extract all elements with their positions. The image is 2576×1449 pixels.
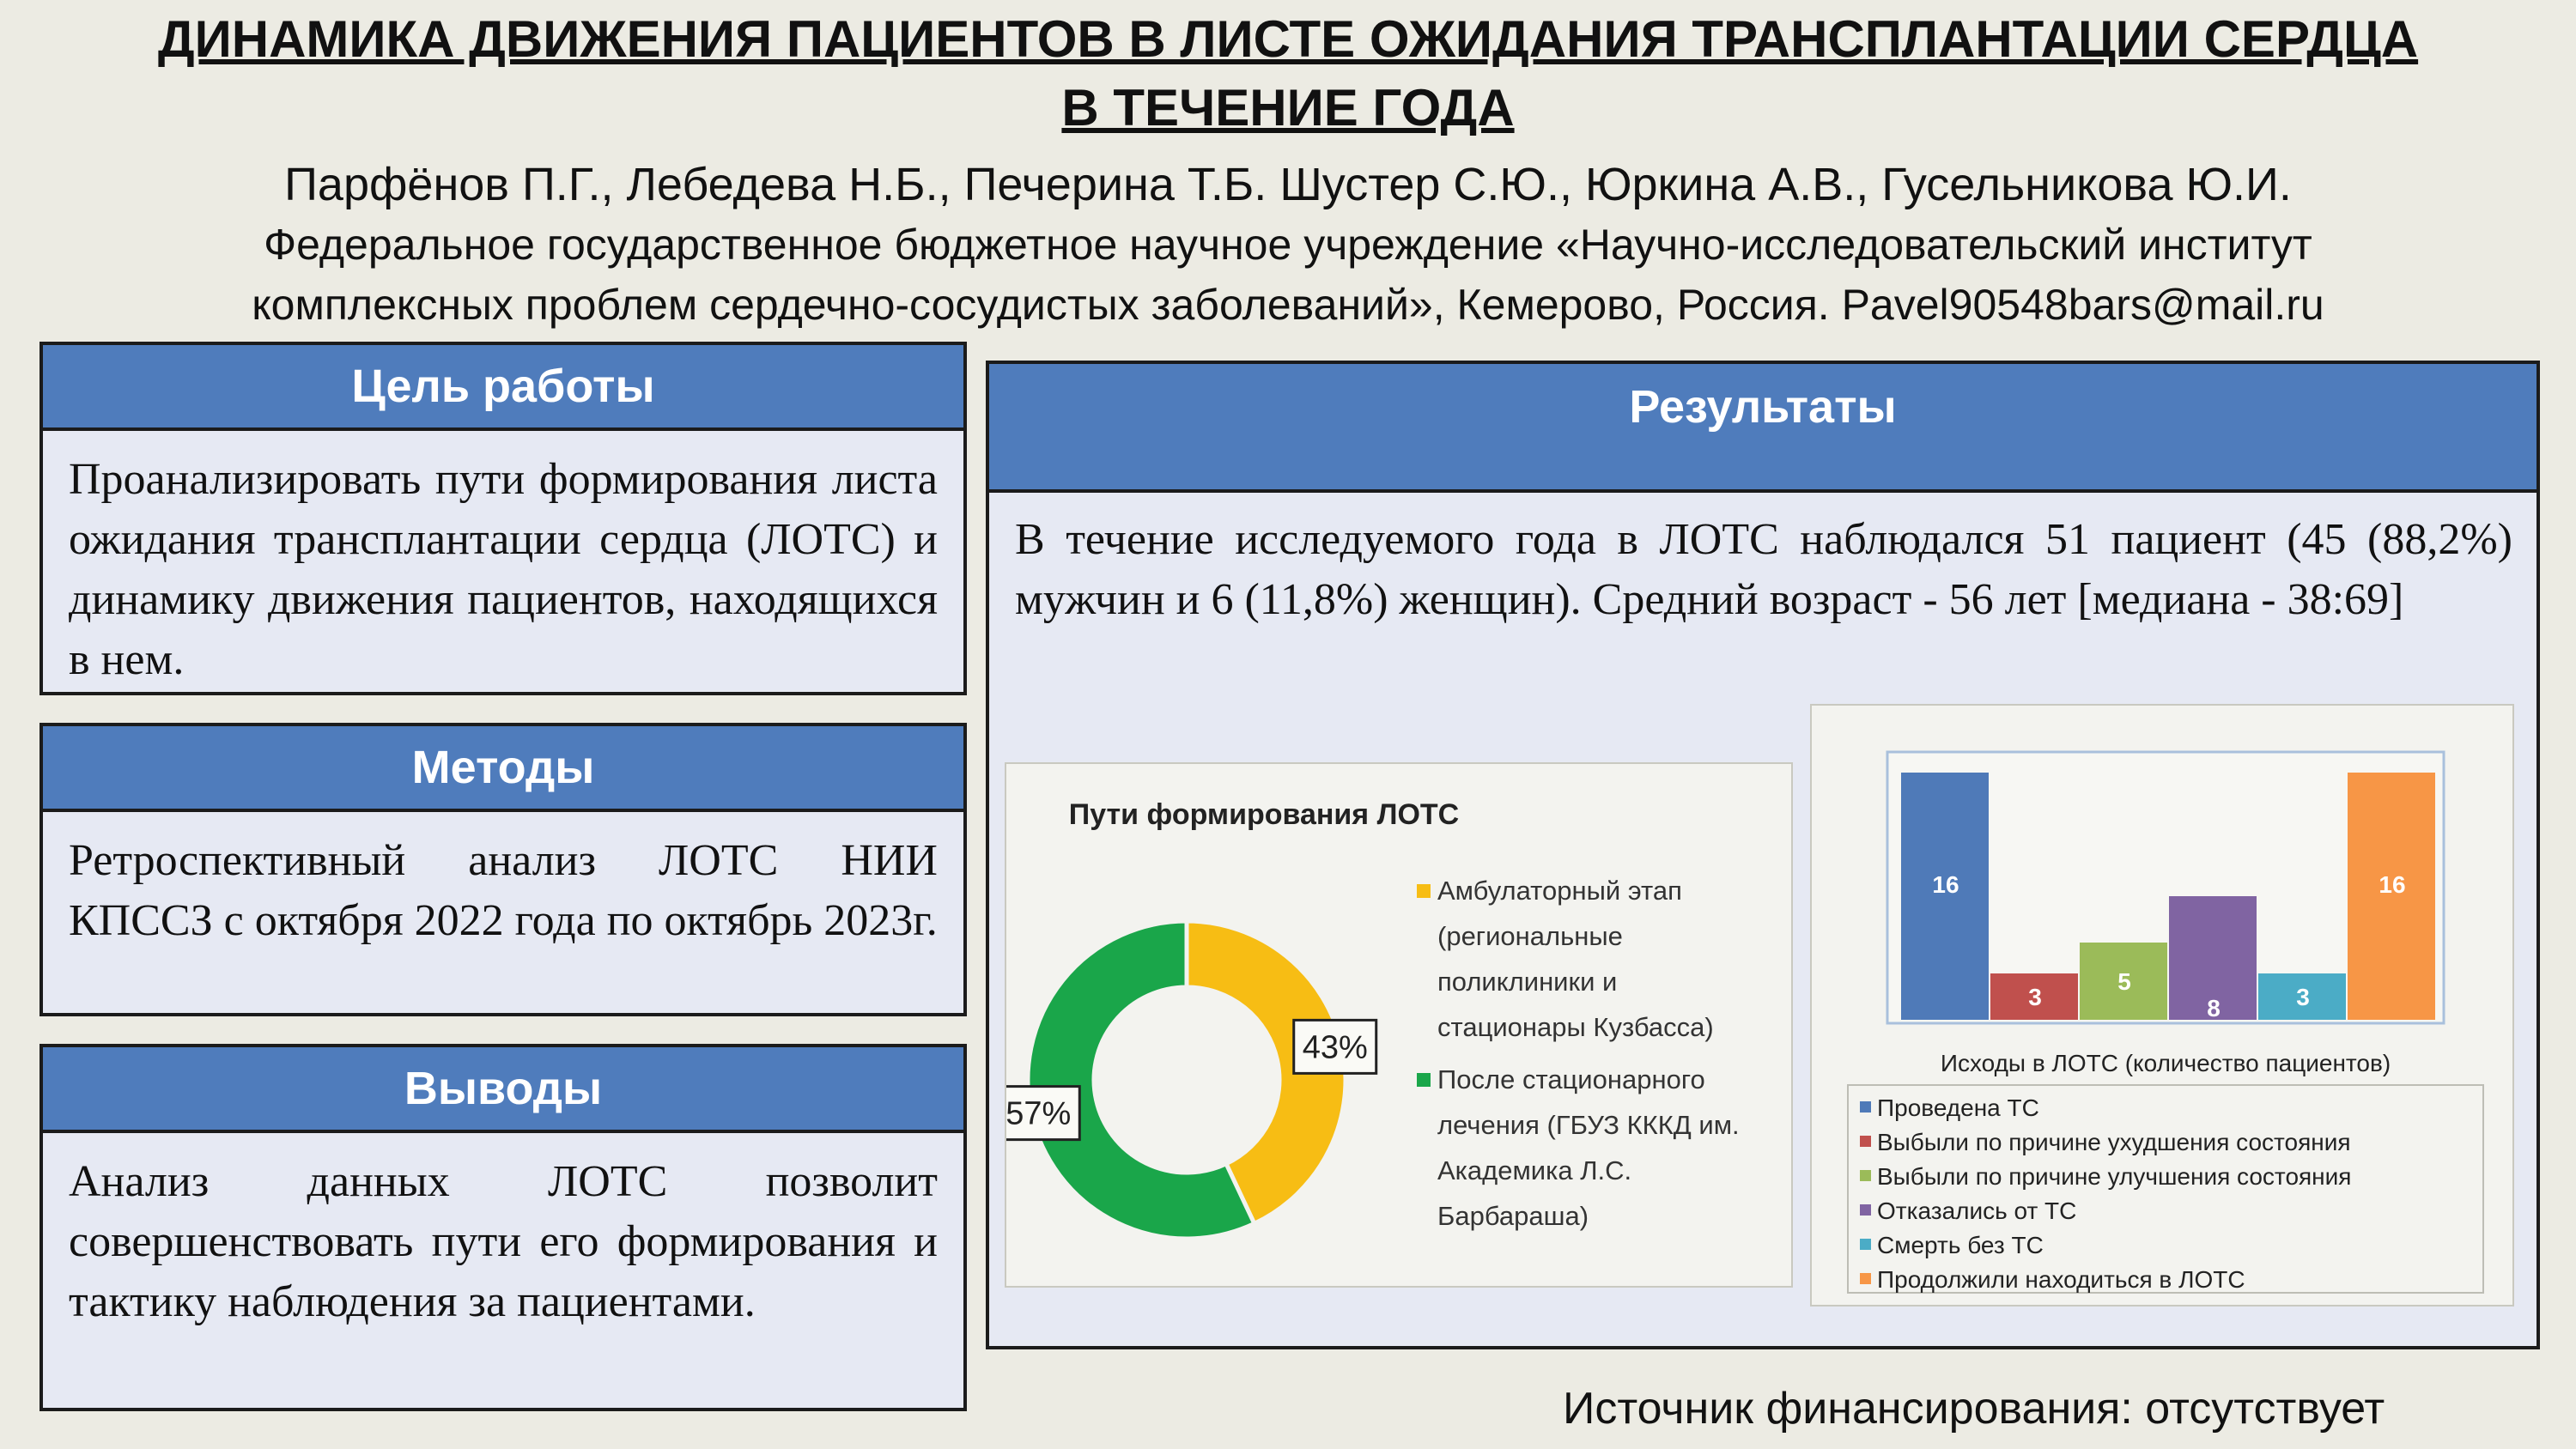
poster-title bbox=[0, 5, 2576, 142]
bar-value-label: 16 bbox=[1932, 871, 1959, 898]
donut-legend-text: (региональные bbox=[1437, 921, 1623, 951]
bar-value-label: 3 bbox=[2296, 984, 2310, 1010]
goal-text: Проанализировать пути формирования листа ожидания трансплантации сердца (ЛОТС) и динамику движения пациентов, находящихся в нем. bbox=[69, 455, 938, 684]
donut-legend-text: Амбулаторный этап bbox=[1437, 876, 1682, 906]
donut-legend-text: лечения (ГБУЗ КККД им. bbox=[1437, 1110, 1740, 1140]
donut-chart-panel bbox=[1005, 762, 1793, 1288]
bar-legend-swatch bbox=[1860, 1136, 1871, 1147]
donut-data-label bbox=[1294, 1020, 1376, 1073]
bar-legend-swatch bbox=[1860, 1101, 1871, 1113]
results-text: В течение исследуемого года в ЛОТС наблюдался 51 пациент (45 (88,2%) мужчин и 6 (11,8%) женщин). Средний возраст - 56 лет [медиана - 38:69] bbox=[1015, 515, 2512, 624]
conclusions-text: Анализ данных ЛОТС позволит совершенствовать пути его формирования и тактику наблюдения за пациентами. bbox=[69, 1157, 938, 1326]
bar-chart-xlabel: Исходы в ЛОТС (количество пациентов) bbox=[1940, 1050, 2391, 1076]
goal-heading: Цель работы bbox=[43, 345, 963, 431]
affiliation-line-2: комплексных проблем сердечно-сосудистых заболеваний», Кемерово, Россия. Pavel90548bars@mail.ru bbox=[252, 281, 2324, 329]
title-line-2: В ТЕЧЕНИЕ ГОДА bbox=[1061, 79, 1515, 136]
bar-value-label: 5 bbox=[2117, 968, 2131, 995]
bar-value-label: 3 bbox=[2028, 984, 2042, 1010]
donut-legend-text: После стационарного bbox=[1437, 1064, 1705, 1094]
bar-legend-swatch bbox=[1860, 1170, 1871, 1181]
goal-section bbox=[39, 342, 967, 695]
bar-legend-text: Выбыли по причине ухудшения состояния bbox=[1877, 1129, 2351, 1155]
conclusions-heading: Выводы bbox=[43, 1047, 963, 1133]
donut-data-label bbox=[1006, 1087, 1079, 1140]
donut-legend-swatch bbox=[1417, 1073, 1431, 1087]
affiliation bbox=[0, 215, 2576, 335]
methods-section bbox=[39, 723, 967, 1016]
bar-value-label: 16 bbox=[2379, 871, 2406, 898]
bar-chart-panel bbox=[1810, 704, 2514, 1307]
authors: Парфёнов П.Г., Лебедева Н.Б., Печерина Т.Б. Шустер С.Ю., Юркина А.В., Гусельникова Ю.И. bbox=[284, 159, 2292, 210]
methods-heading: Методы bbox=[43, 726, 963, 812]
bar-legend-text: Выбыли по причине улучшения состояния bbox=[1877, 1163, 2352, 1190]
bar-legend-text: Отказались от ТС bbox=[1877, 1197, 2077, 1224]
bar-legend-swatch bbox=[1860, 1239, 1871, 1250]
donut-data-label-text: 43% bbox=[1302, 1029, 1368, 1066]
donut-chart-title: Пути формирования ЛОТС bbox=[1068, 798, 1460, 831]
donut-legend-text: Барбараша) bbox=[1437, 1201, 1589, 1231]
donut-legend-text: стационары Кузбасса) bbox=[1437, 1012, 1714, 1042]
bar-legend-text: Смерть без ТС bbox=[1877, 1232, 2044, 1258]
donut-chart bbox=[1006, 764, 1791, 1286]
bar-legend-swatch bbox=[1860, 1273, 1871, 1284]
donut-legend-swatch bbox=[1417, 884, 1431, 898]
bar-value-label: 8 bbox=[2207, 995, 2221, 1022]
conclusions-section bbox=[39, 1044, 967, 1411]
results-heading: Результаты bbox=[989, 364, 2537, 493]
bar-chart bbox=[1812, 706, 2512, 1305]
bar-legend-swatch bbox=[1860, 1204, 1871, 1216]
bar-legend-text: Проведена ТС bbox=[1877, 1094, 2039, 1121]
donut-legend-text: поликлиники и bbox=[1437, 967, 1618, 997]
funding-note: Источник финансирования: отсутствует bbox=[1563, 1384, 2385, 1434]
donut-data-label-text: 57% bbox=[1006, 1095, 1072, 1132]
title-line-1: ДИНАМИКА ДВИЖЕНИЯ ПАЦИЕНТОВ В ЛИСТЕ ОЖИДАНИЯ ТРАНСПЛАНТАЦИИ СЕРДЦА bbox=[157, 10, 2419, 68]
methods-text: Ретроспективный анализ ЛОТС НИИ КПССЗ с октября 2022 года по октябрь 2023г. bbox=[69, 836, 938, 945]
donut-legend-text: Академика Л.С. bbox=[1437, 1155, 1632, 1185]
bar-legend-text: Продолжили находиться в ЛОТС bbox=[1877, 1266, 2245, 1293]
affiliation-line-1: Федеральное государственное бюджетное научное учреждение «Научно-исследовательский институт bbox=[264, 221, 2312, 269]
